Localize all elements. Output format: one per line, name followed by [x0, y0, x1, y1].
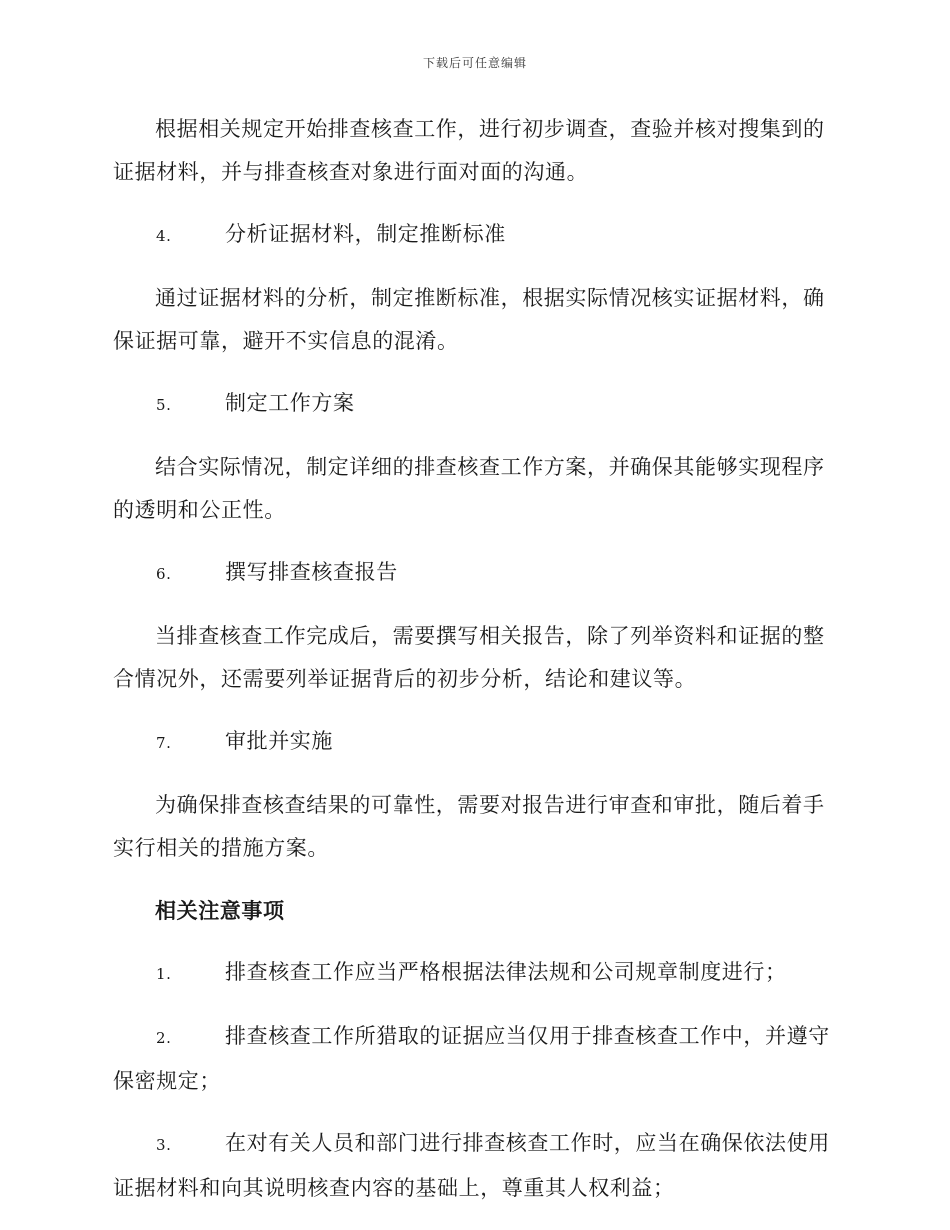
section-heading-4 [113, 213, 833, 258]
note-item-3 [113, 1122, 833, 1210]
section-title: 审批并实施 [225, 729, 333, 753]
note-text: 排查核查工作所猎取的证据应当仅用于排查核查工作中，并遵守保密规定； [113, 1024, 830, 1093]
paragraph-approval: 为确保排查核查结果的可靠性，需要对报告进行审查和审批，随后着手实行相关的措施方案。 [113, 793, 825, 860]
paragraph-investigation: 根据相关规定开始排查核查工作，进行初步调查，查验并核对搜集到的证据材料，并与排查核查对象进行面对面的沟通。 [113, 117, 825, 184]
note-item-2 [113, 1015, 833, 1103]
section-heading-5 [113, 382, 833, 427]
note-number: 3. [156, 1136, 172, 1154]
note-item-1 [113, 951, 833, 996]
note-number: 2. [156, 1029, 172, 1047]
section-title: 分析证据材料，制定推断标准 [225, 222, 506, 246]
section-number: 6. [156, 565, 172, 583]
section-heading-6 [113, 551, 833, 596]
section-heading-7 [113, 720, 833, 765]
note-number: 1. [156, 965, 172, 983]
page-header: 下载后可任意编辑 [422, 56, 527, 70]
section-title: 撰写排查核查报告 [225, 560, 398, 584]
notes-heading: 相关注意事项 [155, 898, 285, 923]
note-text: 在对有关人员和部门进行排查核查工作时，应当在确保依法使用证据材料和向其说明核查内容的基础上，尊重其人权利益； [113, 1131, 830, 1200]
paragraph-report: 当排查核查工作完成后，需要撰写相关报告，除了列举资料和证据的整合情况外，还需要列举证据背后的初步分析，结论和建议等。 [113, 624, 825, 691]
paragraph-plan: 结合实际情况，制定详细的排查核查工作方案，并确保其能够实现程序的透明和公正性。 [113, 455, 825, 522]
paragraph-analysis: 通过证据材料的分析，制定推断标准，根据实际情况核实证据材料，确保证据可靠，避开不实信息的混淆。 [113, 286, 825, 353]
section-number: 7. [156, 734, 172, 752]
note-text: 排查核查工作应当严格根据法律法规和公司规章制度进行； [225, 960, 787, 984]
section-number: 4. [156, 227, 172, 245]
document-body [113, 108, 833, 1229]
section-number: 5. [156, 396, 172, 414]
section-title: 制定工作方案 [225, 391, 355, 415]
